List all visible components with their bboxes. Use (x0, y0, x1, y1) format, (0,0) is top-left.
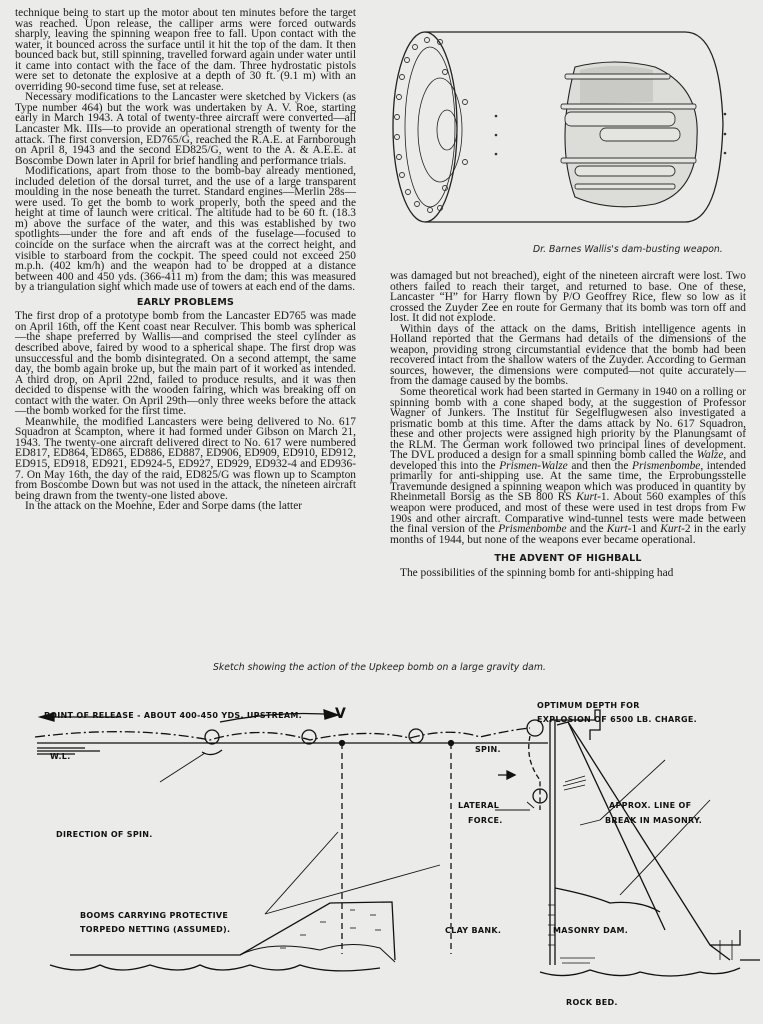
paragraph: Necessary modifications to the Lancaster were sketched by Vickers (as Type number 464) but the work was undertaken by A. V. Roe, starting early in March 1943. A total of twenty-three aircraft were converted—all Lancaster Mk. IIIs—to provide an operational strength of twenty for the attack. The first conversion, ED765/G, reached the R.A.E. at Farnborough on April 8, 1943 and the second ED825/G, went to the A. & A.E.E. at Boscombe Down later in April for brief handling and performance trials. (15, 91, 356, 167)
label-point-of-release: POINT OF RELEASE - ABOUT 400-450 YDS. UPSTREAM. (44, 711, 302, 720)
paragraph: The first drop of a prototype bomb from the Lancaster ED765 was made on April 16th, off the Kent coast near Reculver. This bomb was spherical—the shape preferred by Wallis—and comprised the steel cylinder as described above, faired by wood to a spherical shape. The first drop was unsuccessful and the bomb disintegrated. On a second attempt, the same day, the bomb again broke up, but the main part of it worked as intended. A third drop, on April 22nd, failed to produce results, and it was then decided to dispense with the wooden fairing, which was breaking off on contact with the water. On April 29th—only three weeks before the attack—the bomb worked for the first time. (15, 310, 356, 418)
label-explosion-charge: EXPLOSION OF 6500 LB. CHARGE. (537, 715, 697, 724)
label-optimum-depth: OPTIMUM DEPTH FOR (537, 701, 640, 710)
label-clay-bank: CLAY BANK. (445, 926, 502, 935)
label-direction-of-spin: DIRECTION OF SPIN. (56, 830, 153, 839)
label-break-masonry: BREAK IN MASONRY. (605, 816, 703, 825)
paragraph: The possibilities of the spinning bomb for anti-shipping had (400, 566, 674, 579)
dam-sketch-caption: Sketch showing the action of the Upkeep bomb on a large gravity dam. (213, 662, 546, 673)
paragraph: technique being to start up the motor about ten minutes before the target was reached. Upon release, the calliper arms were forced outwards sharply, leaving the spinning weapon free to fall. Upon contact with the water, it bounced across the surface until it hit the top of the dam. It then bounced back but, still spinning, travelled forward again under water until it came into contact with the face of the dam. Three hydrostatic pistols were set to detonate the explosive at a depth of 30 ft. (9.1 m) with an overriding 90-second time fuse, set at release. (15, 7, 356, 93)
label-lateral: LATERAL (458, 801, 500, 810)
label-water-line: W.L. (50, 752, 71, 761)
section-heading-early-problems: EARLY PROBLEMS (136, 296, 235, 308)
label-spin: SPIN. (475, 745, 501, 754)
label-masonry-dam: MASONRY DAM. (553, 926, 629, 935)
section-heading-highball: THE ADVENT OF HIGHBALL (494, 553, 642, 565)
label-approx-line: APPROX. LINE OF (609, 801, 692, 810)
label-rock-bed: ROCK BED. (566, 998, 618, 1007)
paragraph: In the attack on the Moehne, Eder and Sorpe dams (the latter (25, 500, 303, 513)
label-force: FORCE. (468, 816, 503, 825)
dam-sketch-diagram (20, 690, 760, 1020)
label-torpedo-netting: TORPEDO NETTING (ASSUMED). (80, 925, 231, 934)
right-column (390, 271, 746, 578)
paragraph: Meanwhile, the modified Lancasters were being delivered to No. 617 Squadron at Scampton, where it had formed under Gibson on March 21, 1943. The twenty-one aircraft delivered direct to No. 617 were numbered ED817, ED864, ED865, ED886, ED887, ED906, ED909, ED910, ED912, ED915, ED918, ED921, ED924-5, ED927, ED929, ED932-4 and ED936-7. On May 16th, the day of the raid, ED825/G was flown up to Scampton from Boscombe Down but was not used in the attack, the nineteen aircraft being drawn from the twenty-one listed above. (15, 415, 356, 502)
left-column (15, 8, 356, 512)
paragraph: was damaged but not breached), eight of the nineteen aircraft were lost. Two others failed to reach their target, and returned to base. One of these, Lancaster “H” for Harry flown by P/O Geoffrey Rice, flew so low as it crossed the Zuyder Zee en route for Germany that its bomb was torn off and lost. It did not explode. (390, 270, 746, 325)
paragraph: Within days of the attack on the dams, British intelligence agents in Holland reported that the Germans had details of the dimensions of the weapon, providing strong circumstantial evidence that the bomb had been recovered intact from the shallow waters of the Zuyder. According to German sources, however, the dimensions were computed—not quite accurately—from the damage caused by the bombs. (390, 322, 746, 388)
paragraph-german-work: Some theoretical work had been started in Germany in 1940 on a rolling or spinning bomb with a cone shaped body, at the suggestion of Professor Wagner of Junkers. The Institut für Segelflugwesen also investigated a prismatic bomb at this time. After the dams attack by No. 617 Squadron, these and other projects were assigned high priority by the Planungsamt of the RLM. The German work followed two principal lines of development. The DVL produced a design for a small spinning bomb called the Walze, and developed this into the Prismen-Walze and then the Prismenbombe, intended primarily for anti-shipping use. At the same time, the Erprobungsstelle Travemunde designed a spinning weapon which was produced in quantity by Rheinmetall Borsig as the SB 800 RS Kurt-1. About 560 examples of this weapon were produced, and most of these were used in test drops from Fw 190s and other aircraft. Comparative wind-tunnel tests were made between the final version of the Prismenbombe and the Kurt-1 and Kurt-2 in the early months of 1944, but none of the weapons ever became operational. (390, 386, 747, 546)
weapon-caption: Dr. Barnes Wallis's dam-busting weapon. (533, 244, 723, 255)
label-v: V (335, 706, 347, 722)
paragraph: Modifications, apart from those to the bomb-bay already mentioned, included deletion of the dorsal turret, and the use of a large transparent moulding in the nose beneath the turret. Standard engines—Merlin 28s—were used. To get the bomb to work properly, both the speed and the height at time of launch were critical. The altitude had to be 60 ft. (18.3 m) above the surface of the water, and this was established by two spotlights—under the fore and aft ends of the fuselage—focused to coincide on the surface when the aircraft was at the correct height, and visible to starboard from the cockpit. The speed could not exceed 250 m.p.h. (402 km/h) and the weapon had to be dropped at a distance between 400 and 450 yds. (366-411 m) from the dam; this was measured by a triangulation sight which made use of towers at each end of the dams. (15, 165, 356, 294)
label-booms: BOOMS CARRYING PROTECTIVE (80, 911, 229, 920)
weapon-illustration (385, 12, 755, 237)
